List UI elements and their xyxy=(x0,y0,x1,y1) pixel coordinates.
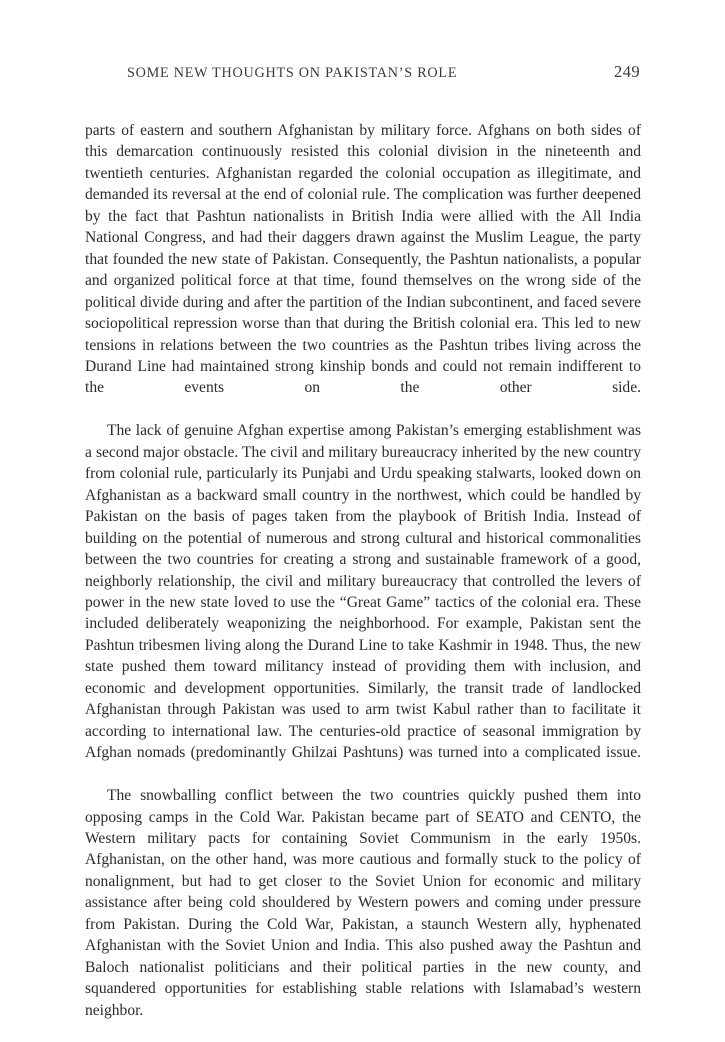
running-head xyxy=(85,62,640,86)
running-head-title: SOME NEW THOUGHTS ON PAKISTAN’S ROLE xyxy=(127,65,458,81)
body-text-block xyxy=(85,120,641,1042)
page-number: 249 xyxy=(614,62,640,81)
paragraph: The snowballing conflict between the two countries quickly pushed them into opposing camps in the Cold War. Pakistan became part of SEATO and CENTO, the Western military pacts for containing Soviet Communism in the early 1950s. Afghanistan, on the other hand, was more cautious and formally stuck to the policy of nonalignment, but had to get closer to the Soviet Union for economic and military assistance after being cold shouldered by Western powers and coming under pressure from Pakistan. During the Cold War, Pakistan, a staunch Western ally, hyphenated Afghanistan with the Soviet Union and India. This also pushed away the Pashtun and Baloch nationalist politicians and their political parties in the new county, and squandered opportunities for establishing stable relations with Islamabad’s western neighbor. xyxy=(85,787,641,1019)
paragraph: The lack of genuine Afghan expertise among Pakistan’s emerging establishment was a second major obstacle. The civil and military bureaucracy inherited by the new country from colonial rule, particularly its Punjabi and Urdu speaking stalwarts, looked down on Afghanistan as a backward small country in the northwest, which could be handled by Pakistan on the basis of pages taken from the playbook of British India. Instead of building on the potential of numerous and strong cultural and historical commonalities between the two countries for creating a strong and sustainable framework of a good, neighborly relationship, the civil and military bureaucracy that controlled the levers of power in the new state loved to use the “Great Game” tactics of the colonial era. These included deliberately weaponizing the neighborhood. For example, Pakistan sent the Pashtun tribesmen living along the Durand Line to take Kashmir in 1948. Thus, the new state pushed them toward militancy instead of providing them with inclusion, and economic and development opportunities. Similarly, the transit trade of landlocked Afghanistan through Pakistan was used to arm twist Kabul rather than to facilitate it according to international law. The centuries-old practice of seasonal immigration by Afghan nomads (predominantly Ghilzai Pashtuns) was turned into a complicated issue. xyxy=(85,422,641,762)
paragraph: parts of eastern and southern Afghanistan by military force. Afghans on both sides of this demarcation continuously resisted this colonial division in the nineteenth and twentieth centuries. Afghanistan regarded the colonial occupation as illegitimate, and demanded its reversal at the end of colonial rule. The complication was further deepened by the fact that Pashtun nationalists in British India were allied with the All India National Congress, and had their daggers drawn against the Muslim League, the party that founded the new state of Pakistan. Consequently, the Pashtun nationalists, a popular and organized political force at that time, found themselves on the wrong side of the political divide during and after the partition of the Indian subcontinent, and faced severe sociopolitical repression worse than that during the British colonial era. This led to new tensions in relations between the two countries as the Pashtun tribes living across the Durand Line had maintained strong kinship bonds and could not remain indifferent to the events on the other side. xyxy=(85,122,641,397)
